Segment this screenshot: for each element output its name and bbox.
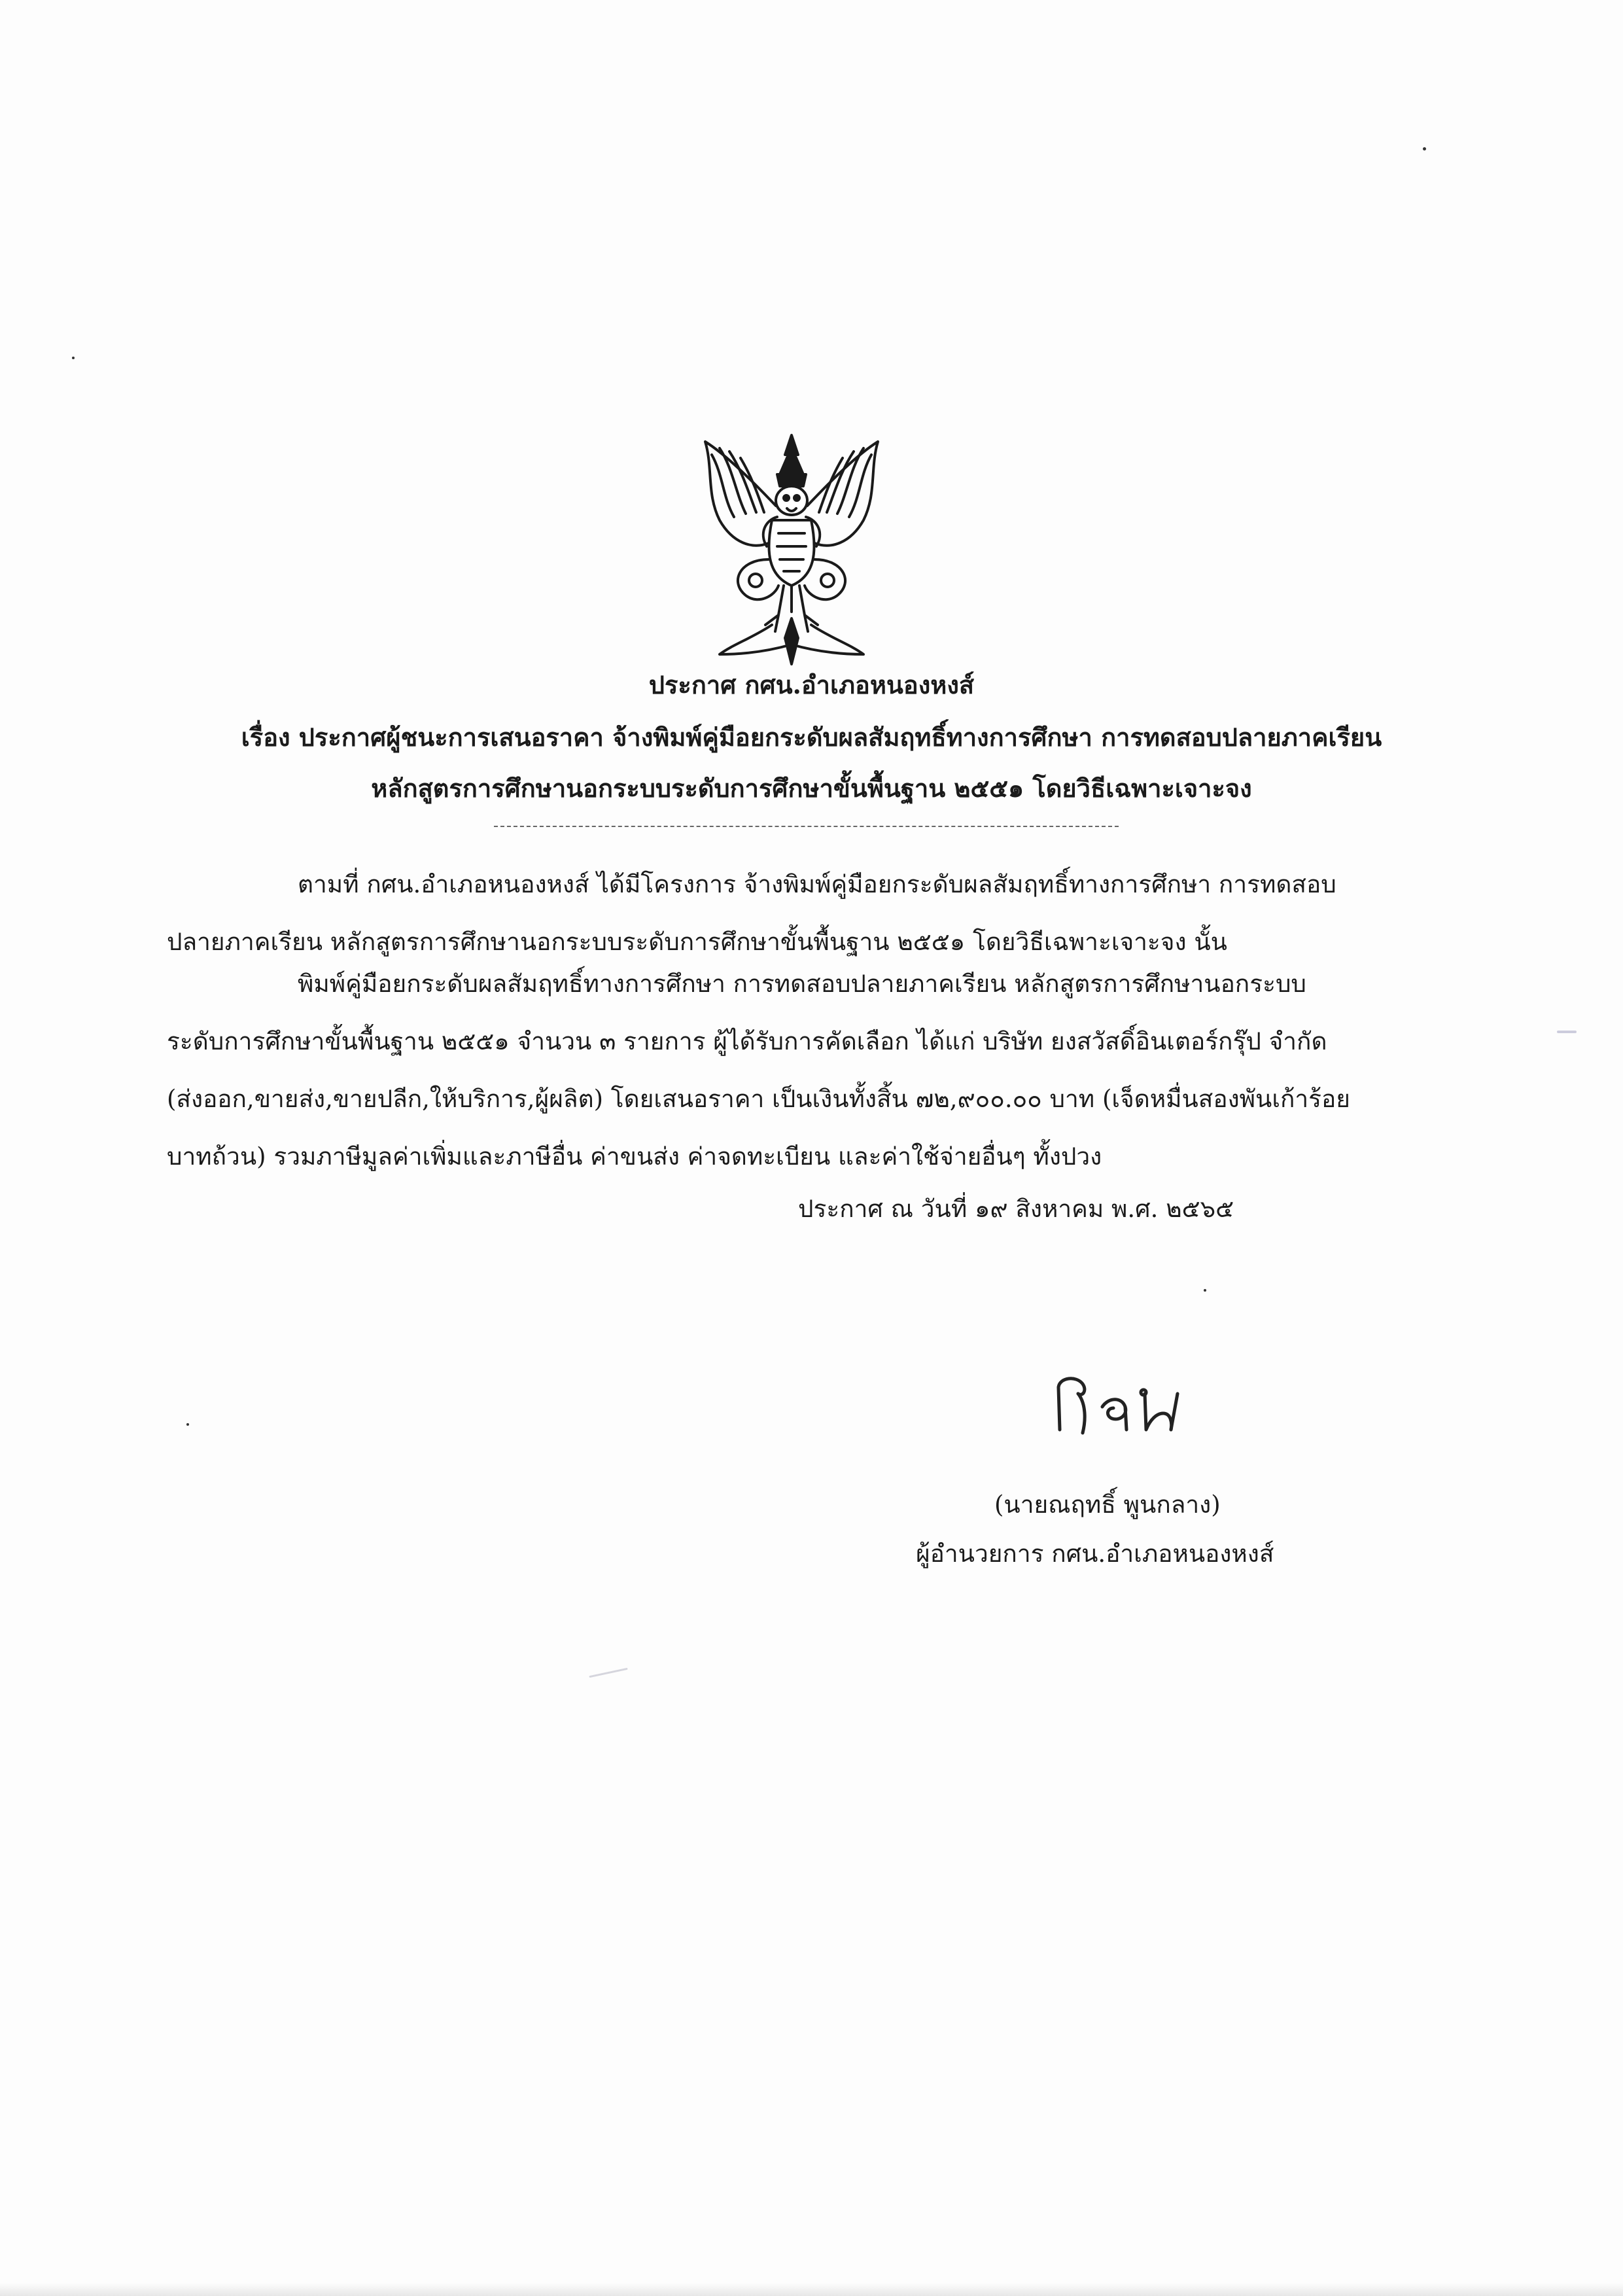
scan-speck (1557, 1031, 1577, 1033)
paragraph-line: ตามที่ กศน.อำเภอหนองหงส์ ได้มีโครงการ จ้างพิมพ์คู่มือยกระดับผลสัมฤทธิ์ทางการศึกษา การทดสอบ (298, 870, 1336, 898)
announcement-date: ประกาศ ณ วันที่ ๑๙ สิงหาคม พ.ศ. ๒๕๖๕ (798, 1195, 1234, 1223)
announcement-title: ประกาศ กศน.อำเภอหนองหงส์ (648, 670, 975, 699)
scan-speck (589, 1668, 627, 1678)
subject-line: เรื่อง ประกาศผู้ชนะการเสนอราคา จ้างพิมพ์คู่มือยกระดับผลสัมฤทธิ์ทางการศึกษา การทดสอบปลายภาคเรียน (241, 722, 1382, 752)
paragraph-project (167, 856, 1429, 971)
dashed-divider (494, 826, 1119, 827)
signer-title: ผู้อำนวยการ กศน.อำเภอหนองหงส์ (916, 1540, 1274, 1568)
garuda-emblem-icon (693, 429, 890, 671)
subject-line-continued: หลักสูตรการศึกษานอกระบบระดับการศึกษาขั้นพื้นฐาน ๒๕๕๑ โดยวิธีเฉพาะเจาะจง (371, 773, 1252, 803)
paragraph-line: (ส่งออก,ขายส่ง,ขายปลีก,ให้บริการ,ผู้ผลิต) โดยเสนอราคา เป็นเงินทั้งสิ้น ๗๒,๙๐๐.๐๐ บาท (เจ็ดหมื่นสองพันเก้าร้อย (167, 1085, 1350, 1113)
paragraph-line: ระดับการศึกษาขั้นพื้นฐาน ๒๕๕๑ จำนวน ๓ รายการ ผู้ได้รับการคัดเลือก ได้แก่ บริษัท ยงสวัสดิ์อินเตอร์กรุ๊ป จำกัด (167, 1027, 1327, 1055)
paragraph-line: พิมพ์คู่มือยกระดับผลสัมฤทธิ์ทางการศึกษา การทดสอบปลายภาคเรียน หลักสูตรการศึกษานอกระบบ (298, 970, 1306, 998)
signer-name: (นายณฤทธิ์ พูนกลาง) (994, 1491, 1221, 1519)
scan-speck (186, 1423, 189, 1426)
scan-speck (72, 357, 75, 359)
handwritten-signature (1047, 1368, 1204, 1453)
paragraph-line: ปลายภาคเรียน หลักสูตรการศึกษานอกระบบระดับการศึกษาขั้นพื้นฐาน ๒๕๕๑ โดยวิธีเฉพาะเจาะจง นั้น (167, 928, 1227, 956)
page-bottom-edge (0, 2282, 1623, 2296)
scan-speck (1204, 1289, 1206, 1292)
scan-speck (1423, 147, 1426, 150)
paragraph-winner (167, 955, 1429, 1186)
paragraph-line: บาทถ้วน) รวมภาษีมูลค่าเพิ่มและภาษีอื่น ค่าขนส่ง ค่าจดทะเบียน และค่าใช้จ่ายอื่นๆ ทั้งปวง (167, 1142, 1102, 1171)
